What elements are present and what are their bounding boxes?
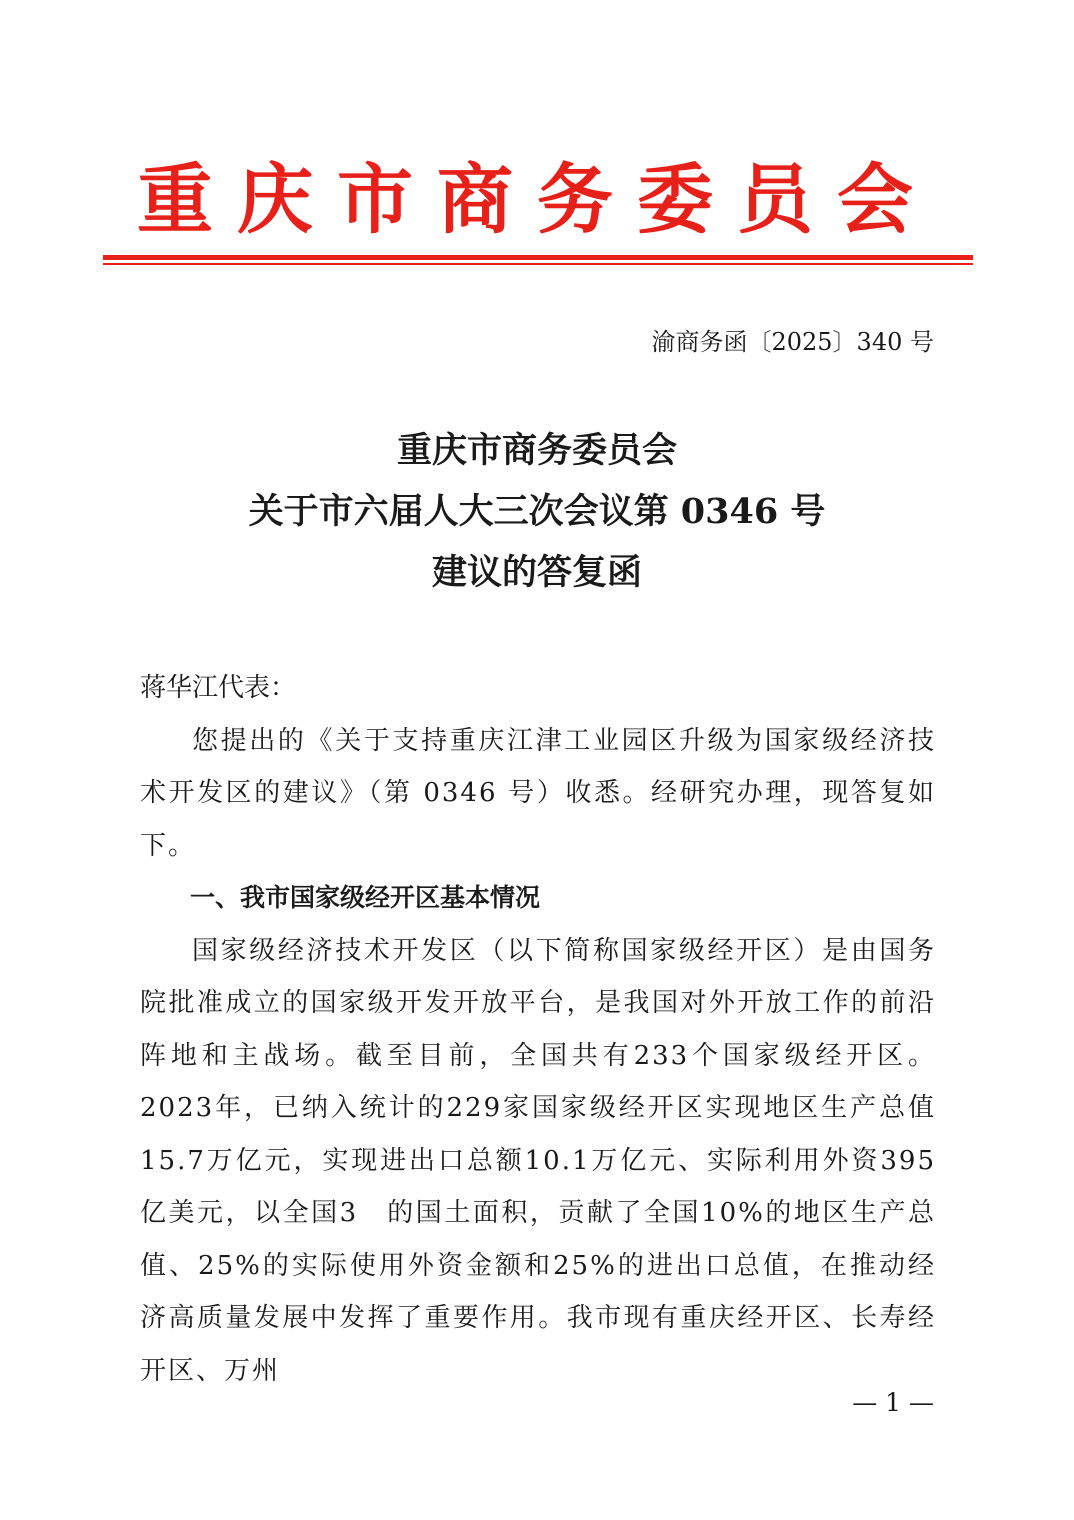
masthead-organization-name: 重庆市商务委员会 [137,155,937,244]
section-heading-1: 一、我市国家级经开区基本情况 [190,883,541,912]
page-number: — 1 — [852,1388,934,1417]
title-line-3: 建议的答复函 [431,552,642,593]
title-line-2: 关于市六届人大三次会议第 0346 号 [248,491,826,532]
document-number: 渝商务函〔2025〕340 号 [651,328,934,356]
paragraph-acknowledgement: 您提出的《关于支持重庆江津工业园区升级为国家级经济技术开发区的建议》（第 0346 号）收悉。经研究办理，现答复如下。 [140,725,936,861]
paragraph-background: 国家级经济技术开发区（以下简称国家级经开区）是由国务院批准成立的国家级开发开放平台，是我国对外开放工作的前沿阵地和主战场。截至目前，全国共有233个国家级经开区。2023年，已纳入统计的229家国家级经开区实现地区生产总值15.7万亿元，实现进出口总额10.1万亿元、实际利用外资395亿美元，以全国3 的国土面积，贡献了全国10%的地区生产总值、25%的实际使用外资金额和25%的进出口总值，在推动经济高质量发展中发挥了重要作用。我市现有重庆经开区、长寿经开区、万州 [140,935,936,1386]
masthead-red-rule-thick [103,255,973,260]
document-body [140,662,936,1397]
masthead-red-rule-thin [103,263,973,265]
document-title [100,420,974,603]
salutation: 蒋华江代表： [140,673,297,703]
title-line-1: 重庆市商务委员会 [396,430,677,471]
